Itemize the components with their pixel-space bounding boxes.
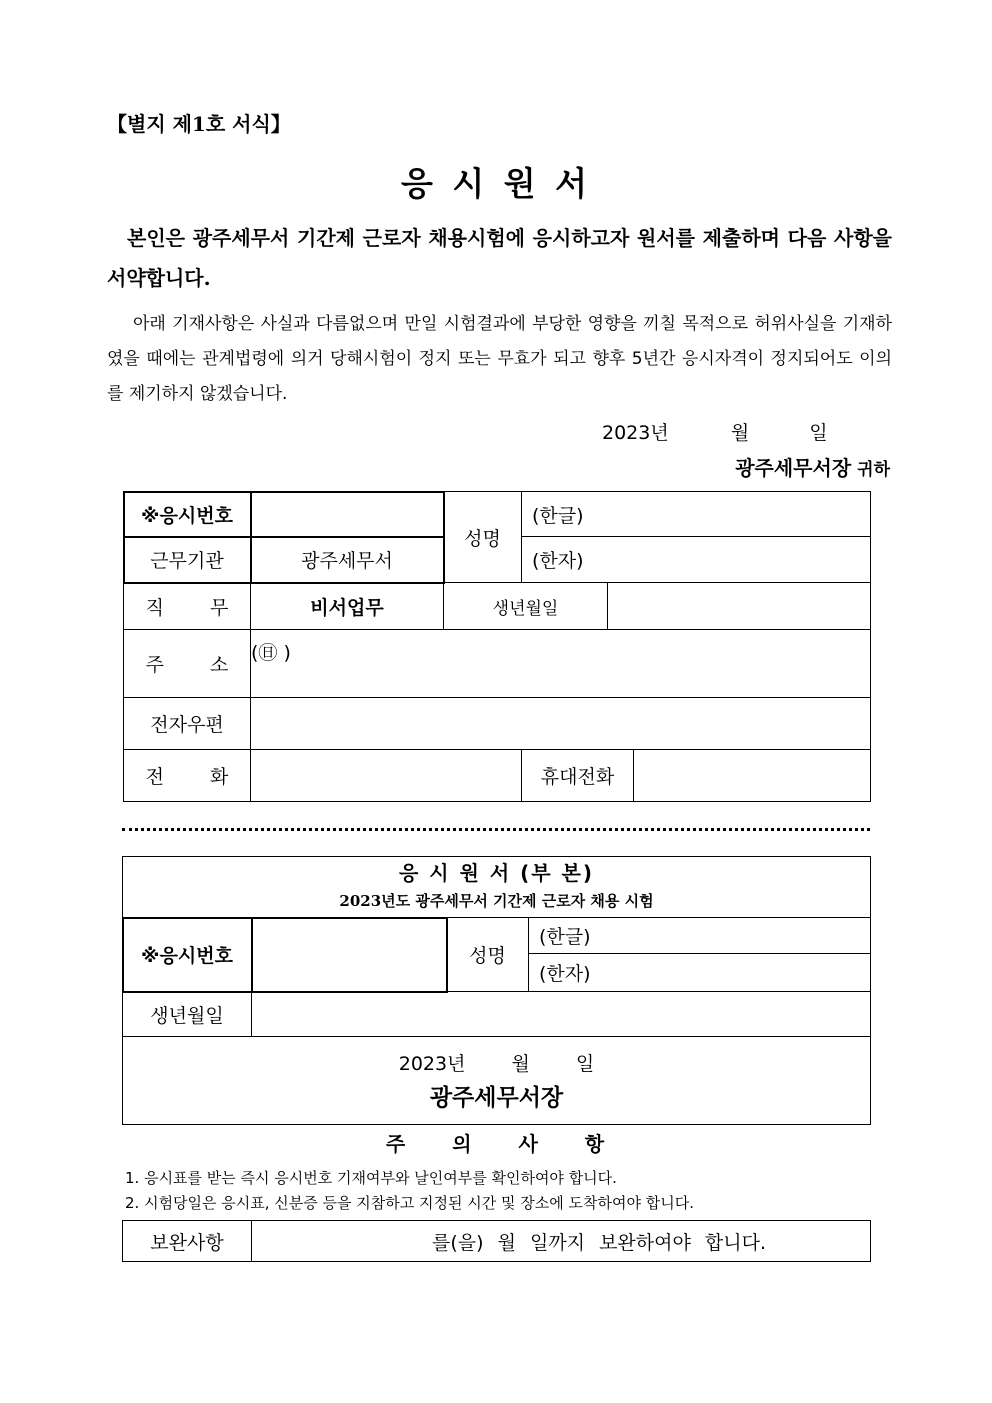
copy-hanja-label: (한자): [539, 963, 591, 985]
form-label: 【별지 제1호 서식】: [107, 112, 291, 136]
email-label: 전자우편: [124, 698, 251, 750]
application-form: [123, 491, 871, 802]
copy-hangul-label: (한글): [539, 926, 591, 948]
hanja-label: (한자): [532, 550, 584, 572]
copy-exam-number-label: ※응시번호: [123, 918, 252, 992]
job-label: 직 무: [124, 583, 251, 630]
copy-subtitle: 2023년도 광주세무서 기간제 근로자 채용 시험: [339, 892, 654, 910]
copy-office: 광주세무서장: [429, 1084, 564, 1111]
notice-item: 2. 시험당일은 응시표, 신분증 등을 지참하고 지정된 시간 및 장소에 도착하여야 합니다.: [125, 1194, 694, 1212]
phone-label: 전 화: [124, 750, 251, 802]
exam-number-label: ※응시번호: [124, 492, 251, 537]
copy-name-hanja-field[interactable]: [529, 954, 871, 992]
copy-header: [123, 857, 871, 918]
supplement-field[interactable]: [252, 1221, 871, 1262]
copy-name-label: 성명: [447, 918, 529, 992]
birth-label: 생년월일: [444, 583, 608, 630]
addressee-name: 광주세무서장: [735, 456, 852, 480]
supplement-label: 보완사항: [123, 1221, 252, 1262]
workplace-value: 광주세무서: [251, 537, 444, 583]
postal-code-mark: (㊐ ): [251, 642, 291, 664]
name-label: 성명: [444, 492, 522, 583]
notice-item: 1. 응시표를 받는 즉시 응시번호 기재여부와 날인여부를 확인하여야 합니다.: [125, 1169, 617, 1187]
name-hanja-field[interactable]: [522, 537, 871, 583]
notice-list: [125, 1166, 694, 1216]
hangul-label: (한글): [532, 504, 584, 527]
copy-signature-block: [123, 1037, 871, 1125]
address-label: 주 소: [124, 630, 251, 698]
date-month: 월: [730, 422, 750, 444]
name-hangul-field[interactable]: [522, 492, 871, 537]
address-field[interactable]: [251, 630, 871, 698]
mobile-label: 휴대전화: [522, 750, 634, 802]
supplement-text: 를(을) 월 일까지 보완하여야 합니다.: [432, 1231, 766, 1254]
copy-form: [122, 856, 871, 1125]
copy-birth-field[interactable]: [252, 992, 871, 1037]
copy-title: 응 시 원 서 (부 본): [399, 861, 595, 885]
email-field[interactable]: [251, 698, 871, 750]
application-date: [602, 418, 828, 445]
addressee-suffix: 귀하: [857, 460, 890, 480]
cut-line: [122, 828, 870, 831]
pledge-text: 본인은 광주세무서 기간제 근로자 채용시험에 응시하고자 원서를 제출하며 다음 사항을 서약합니다.: [107, 226, 892, 290]
copy-birth-label: 생년월일: [123, 992, 252, 1037]
copy-exam-number-field[interactable]: [252, 918, 447, 992]
copy-name-hangul-field[interactable]: [529, 918, 871, 954]
date-day: 일: [809, 422, 828, 444]
exam-number-field[interactable]: [251, 492, 444, 537]
mobile-field[interactable]: [634, 750, 871, 802]
copy-date: 2023년 월 일: [398, 1052, 595, 1075]
addressee: [560, 452, 890, 481]
workplace-label: 근무기관: [124, 537, 251, 583]
notice-title: 주 의 사 항: [385, 1132, 607, 1156]
phone-field[interactable]: [251, 750, 522, 802]
date-year: 2023년: [602, 422, 669, 444]
job-value: 비서업무: [251, 583, 444, 630]
supplement-table: [122, 1220, 871, 1262]
birth-field[interactable]: [608, 583, 871, 630]
declaration-text: 아래 기재사항은 사실과 다름없으며 만일 시험결과에 부당한 영향을 끼칠 목적으로 허위사실을 기재하였을 때에는 관계법령에 의거 당해시험이 정지 또는 무효가 되고 향후 5년간 응시자격이 정지되어도 이의를 제기하지 않겠습니다.: [107, 314, 892, 404]
page-title: 응 시 원 서: [401, 164, 591, 203]
